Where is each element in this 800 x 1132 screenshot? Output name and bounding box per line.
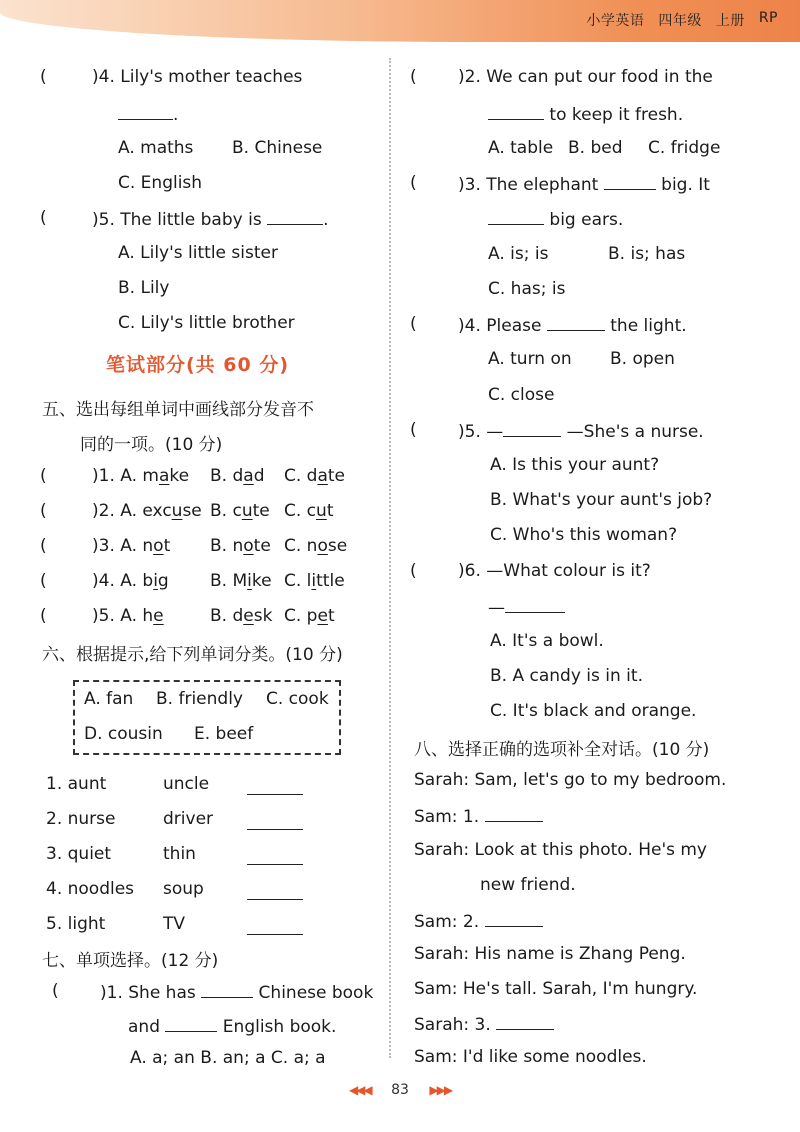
q5r-option-b: B. What's your aunt's job? bbox=[490, 490, 713, 510]
sec6-blank bbox=[247, 918, 303, 935]
paren: ( bbox=[40, 571, 47, 591]
sec7-title: 七、单项选择。(12 分) bbox=[42, 951, 219, 971]
q3-option-b: B. is; has bbox=[608, 244, 686, 264]
word-box-a: A. fan bbox=[84, 689, 134, 709]
paren: ( bbox=[40, 208, 47, 228]
sec6-word: 5. light bbox=[46, 914, 106, 934]
q5r-option-c: C. Who's this woman? bbox=[490, 525, 678, 545]
header-grade: 四年级 bbox=[658, 13, 702, 29]
sec6-word: soup bbox=[163, 879, 204, 899]
dialogue-line: Sam: He's tall. Sarah, I'm hungry. bbox=[414, 979, 698, 999]
dialogue-line: new friend. bbox=[480, 875, 576, 895]
sec6-word: TV bbox=[163, 914, 186, 934]
header-subject: 小学英语 bbox=[586, 13, 645, 29]
q6-line2: — bbox=[488, 596, 565, 618]
word-box-e: E. beef bbox=[194, 724, 254, 744]
sec6-word: 1. aunt bbox=[46, 774, 107, 794]
sec6-word: 3. quiet bbox=[46, 844, 112, 864]
sec6-word: driver bbox=[163, 809, 214, 829]
word-box-b: B. friendly bbox=[156, 689, 243, 709]
paren: ( bbox=[40, 501, 47, 521]
sec6-word: thin bbox=[163, 844, 196, 864]
sec6-title: 六、根据提示,给下列单词分类。(10 分) bbox=[42, 645, 343, 665]
dialogue-line: Sam: 1. bbox=[414, 805, 543, 827]
paren: ( bbox=[40, 67, 47, 87]
q2-option-a: A. table bbox=[488, 138, 554, 158]
q6-stem: )6. —What colour is it? bbox=[458, 561, 651, 581]
q4r-option-a: A. turn on bbox=[488, 349, 572, 369]
sec7-q1-options: A. a; an B. an; a C. a; a bbox=[130, 1048, 326, 1068]
q4r-option-c: C. close bbox=[488, 385, 555, 405]
q2-option-b: B. bed bbox=[568, 138, 623, 158]
prev-arrows-icon: ◀◀◀ bbox=[348, 1083, 371, 1097]
q4-option-c: C. English bbox=[118, 173, 203, 193]
sec8-title: 八、选择正确的选项补全对话。(10 分) bbox=[414, 740, 710, 760]
page-footer bbox=[0, 1082, 800, 1098]
q6-option-c: C. It's black and orange. bbox=[490, 701, 697, 721]
q4r-option-b: B. open bbox=[610, 349, 675, 369]
q3-option-a: A. is; is bbox=[488, 244, 549, 264]
q5-option-b: B. Lily bbox=[118, 278, 170, 298]
q3-line2: big ears. bbox=[488, 208, 623, 230]
sec6-blank bbox=[247, 778, 303, 795]
q3-option-c: C. has; is bbox=[488, 279, 566, 299]
paren: ( bbox=[40, 466, 47, 486]
q4-option-a: A. maths bbox=[118, 138, 194, 158]
q2-stem: )2. We can put our food in the bbox=[458, 67, 713, 87]
word-box-c: C. cook bbox=[266, 689, 329, 709]
paren: ( bbox=[40, 536, 47, 556]
dialogue-line: Sam: 2. bbox=[414, 910, 543, 932]
q4-stem: )4. Lily's mother teaches bbox=[92, 67, 303, 87]
sec5-title: 五、选出每组单词中画线部分发音不 bbox=[42, 400, 314, 420]
paren: ( bbox=[52, 981, 59, 1001]
q5r-option-a: A. Is this your aunt? bbox=[490, 455, 660, 475]
dialogue-line: Sarah: Sam, let's go to my bedroom. bbox=[414, 770, 727, 790]
header-info bbox=[586, 10, 778, 30]
page-number: 83 bbox=[391, 1082, 409, 1098]
written-part-title: 笔试部分(共 60 分) bbox=[106, 354, 290, 376]
header-term: 上册 bbox=[715, 13, 745, 29]
paren: ( bbox=[410, 420, 417, 440]
q5r-stem: )5. — —She's a nurse. bbox=[458, 422, 704, 442]
dialogue-line: Sarah: His name is Zhang Peng. bbox=[414, 944, 686, 964]
q2-line2: to keep it fresh. bbox=[488, 103, 683, 125]
next-arrows-icon: ▶▶▶ bbox=[429, 1083, 452, 1097]
sec5-title-cont: 同的一项。(10 分) bbox=[80, 435, 223, 455]
sec6-word: 2. nurse bbox=[46, 809, 116, 829]
sec6-blank bbox=[247, 813, 303, 830]
sec6-blank bbox=[247, 848, 303, 865]
paren: ( bbox=[410, 561, 417, 581]
sec7-q1-line1: )1. She has Chinese book bbox=[100, 983, 374, 1003]
paren: ( bbox=[40, 606, 47, 626]
header-edition: RP bbox=[758, 10, 778, 26]
dialogue-line: Sarah: Look at this photo. He's my bbox=[414, 840, 707, 860]
q4-blank-line: . bbox=[118, 103, 178, 125]
sec6-word: 4. noodles bbox=[46, 879, 135, 899]
q5-option-a: A. Lily's little sister bbox=[118, 243, 278, 263]
paren: ( bbox=[410, 173, 417, 193]
sec7-q1-line2: and English book. bbox=[128, 1017, 337, 1037]
sec6-word: uncle bbox=[163, 774, 210, 794]
q6-option-a: A. It's a bowl. bbox=[490, 631, 604, 651]
word-box-d: D. cousin bbox=[84, 724, 163, 744]
q2-option-c: C. fridge bbox=[648, 138, 721, 158]
q4r-stem: )4. Please the light. bbox=[458, 316, 687, 336]
dialogue-line: Sarah: 3. bbox=[414, 1013, 554, 1035]
q5-option-c: C. Lily's little brother bbox=[118, 313, 295, 333]
column-divider bbox=[389, 58, 391, 1058]
q4-option-b: B. Chinese bbox=[232, 138, 323, 158]
dialogue-line: Sam: I'd like some noodles. bbox=[414, 1047, 647, 1067]
q3-stem: )3. The elephant big. It bbox=[458, 175, 710, 195]
sec6-blank bbox=[247, 883, 303, 900]
paren: ( bbox=[410, 67, 417, 87]
paren: ( bbox=[410, 314, 417, 334]
q5-stem: )5. The little baby is . bbox=[92, 210, 329, 230]
q6-option-b: B. A candy is in it. bbox=[490, 666, 643, 686]
